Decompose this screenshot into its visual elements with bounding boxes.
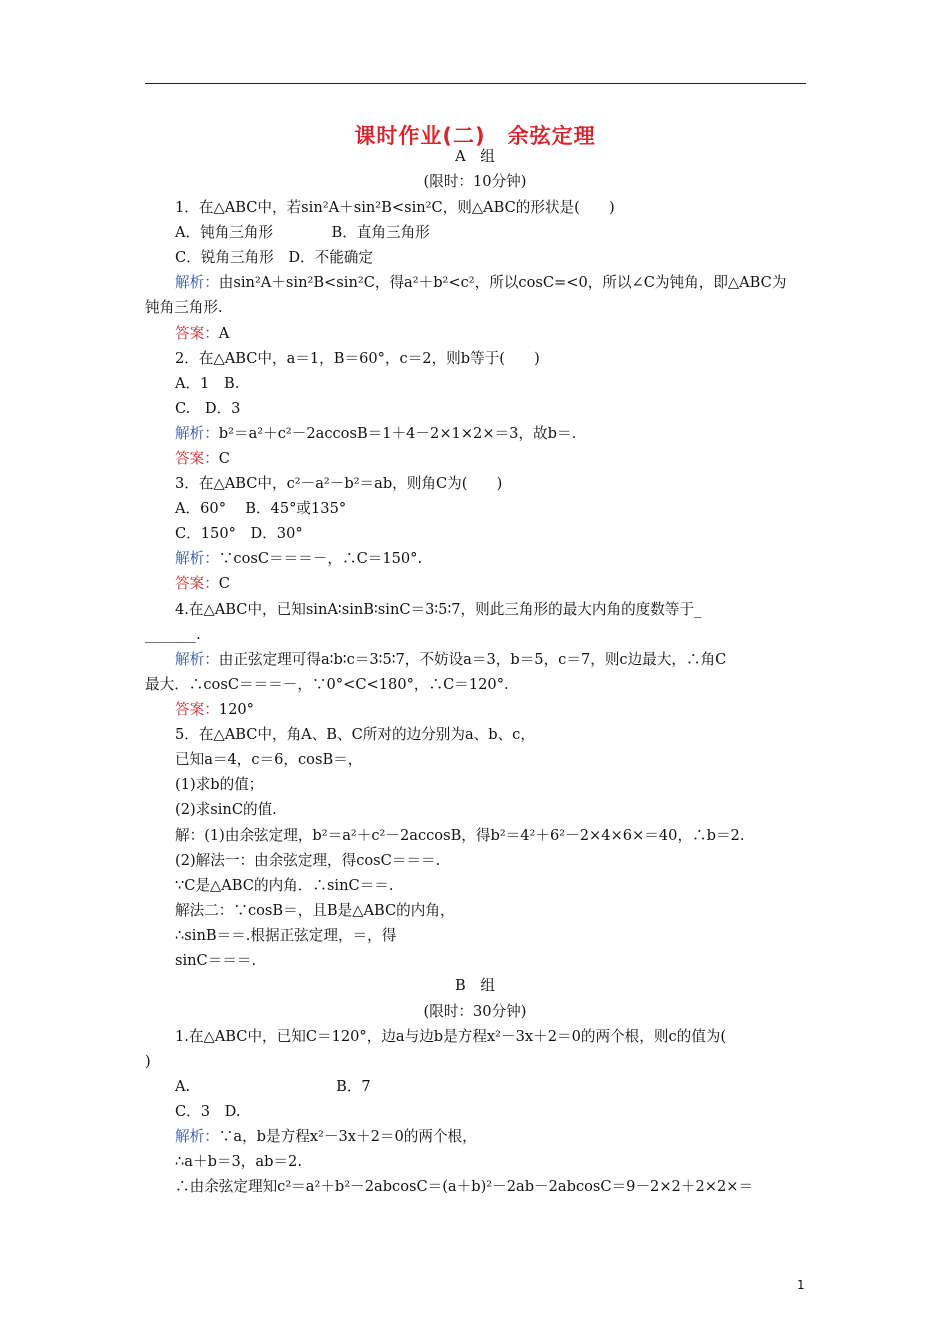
q4-answer: 答案：120° xyxy=(175,701,254,718)
q5-given: 已知a＝4，c＝6，cosB＝， xyxy=(175,751,363,768)
q5-solution-2: (2)解法一：由余弦定理，得cosC＝＝＝. xyxy=(175,852,441,869)
b1-stem: 1.在△ABC中，已知C＝120°，边a与边b是方程x²－3x＋2＝0的两个根，则c的值为( xyxy=(175,1028,727,1045)
q2-options-cd: C. D．3 xyxy=(175,400,241,417)
b1-solution-3: ∴由余弦定理知c²＝a²＋b²－2abcosC＝(a＋b)²－2ab－2abcosC＝9－2×2＋2×2×＝ xyxy=(175,1178,754,1195)
q1-options-cd: C．锐角三角形 D．不能确定 xyxy=(175,249,373,266)
group-b-label: B 组 xyxy=(455,977,495,994)
q4-blank: _______. xyxy=(145,626,201,643)
q5-part1: (1)求b的值； xyxy=(175,776,264,793)
header-rule xyxy=(145,83,806,84)
page-title xyxy=(0,120,950,150)
answer-label: 答案： xyxy=(175,575,219,592)
b1-solution-2: ∴a＋b＝3，ab＝2. xyxy=(175,1153,302,1170)
title-sub: 余弦定理 xyxy=(507,124,596,148)
title-main: 课时作业(二) xyxy=(354,124,486,148)
q2-answer: 答案：C xyxy=(175,450,230,467)
q1-solution-cont: 钝角三角形. xyxy=(145,299,223,316)
b1-options-cd: C．3 D. xyxy=(175,1103,241,1120)
solution-label: 解析： xyxy=(175,274,219,291)
answer-label: 答案： xyxy=(175,701,219,718)
q5-solution-5: ∴sinB＝＝.根据正弦定理，＝，得 xyxy=(175,927,397,944)
b1-solution: 解析：∵a，b是方程x²－3x＋2＝0的两个根， xyxy=(175,1128,477,1145)
group-a-label: A 组 xyxy=(455,148,495,165)
q4-stem: 4.在△ABC中，已知sinA∶sinB∶sinC＝3∶5∶7，则此三角形的最大内角的度数等于_ xyxy=(175,601,702,618)
q2-solution: 解析：b²＝a²＋c²－2accosB＝1＋4－2×1×2×＝3，故b＝. xyxy=(175,425,577,442)
b1-stem-cont: ) xyxy=(145,1053,151,1070)
solution-label: 解析： xyxy=(175,1128,219,1145)
solution-label: 解析： xyxy=(175,550,219,567)
q3-stem: 3．在△ABC中，c²－a²－b²＝ab，则角C为( ) xyxy=(175,475,503,492)
solution-label: 解析： xyxy=(175,651,219,668)
q2-stem: 2．在△ABC中，a＝1，B＝60°，c＝2，则b等于( ) xyxy=(175,350,540,367)
q3-answer: 答案：C xyxy=(175,575,230,592)
group-a-time: (限时：10分钟) xyxy=(423,173,527,190)
page-number: 1 xyxy=(797,1278,805,1292)
solution-label: 解析： xyxy=(175,425,219,442)
q2-options-ab: A．1 B. xyxy=(175,375,240,392)
q5-solution-1: 解：(1)由余弦定理，b²＝a²＋c²－2accosB，得b²＝4²＋6²－2×4×6×＝40，∴b＝2. xyxy=(175,827,745,844)
q3-options-cd: C．150° D．30° xyxy=(175,525,303,542)
q1-stem: 1．在△ABC中，若sin²A＋sin²B<sin²C，则△ABC的形状是( ) xyxy=(175,199,615,216)
q4-solution-cont: 最大．∴cosC＝＝＝－，∵0°<C<180°，∴C＝120°. xyxy=(145,676,509,693)
answer-label: 答案： xyxy=(175,450,219,467)
q5-stem: 5．在△ABC中，角A、B、C所对的边分别为a、b、c， xyxy=(175,726,535,743)
q5-solution-4: 解法二：∵cosB＝，且B是△ABC的内角， xyxy=(175,902,455,919)
q1-answer: 答案：A xyxy=(175,325,230,342)
q3-options-ab: A．60° B．45°或135° xyxy=(175,500,347,517)
q5-part2: (2)求sinC的值. xyxy=(175,801,277,818)
q1-options-ab: A．钝角三角形 B．直角三角形 xyxy=(175,224,430,241)
q5-solution-6: sinC＝＝＝. xyxy=(175,952,257,969)
q4-solution: 解析：由正弦定理可得a∶b∶c＝3∶5∶7，不妨设a＝3，b＝5，c＝7，则c边最大，∴角C xyxy=(175,651,727,668)
q3-solution: 解析：∵cosC＝＝＝－，∴C＝150°. xyxy=(175,550,423,567)
group-b-time: (限时：30分钟) xyxy=(423,1003,527,1020)
q5-solution-3: ∵C是△ABC的内角．∴sinC＝＝. xyxy=(175,877,394,894)
b1-options-ab: A. B．7 xyxy=(175,1078,371,1095)
q1-solution: 解析：由sin²A＋sin²B<sin²C，得a²＋b²<c²，所以cosC=<0，所以∠C为钝角，即△ABC为 xyxy=(175,274,787,291)
answer-label: 答案： xyxy=(175,325,219,342)
